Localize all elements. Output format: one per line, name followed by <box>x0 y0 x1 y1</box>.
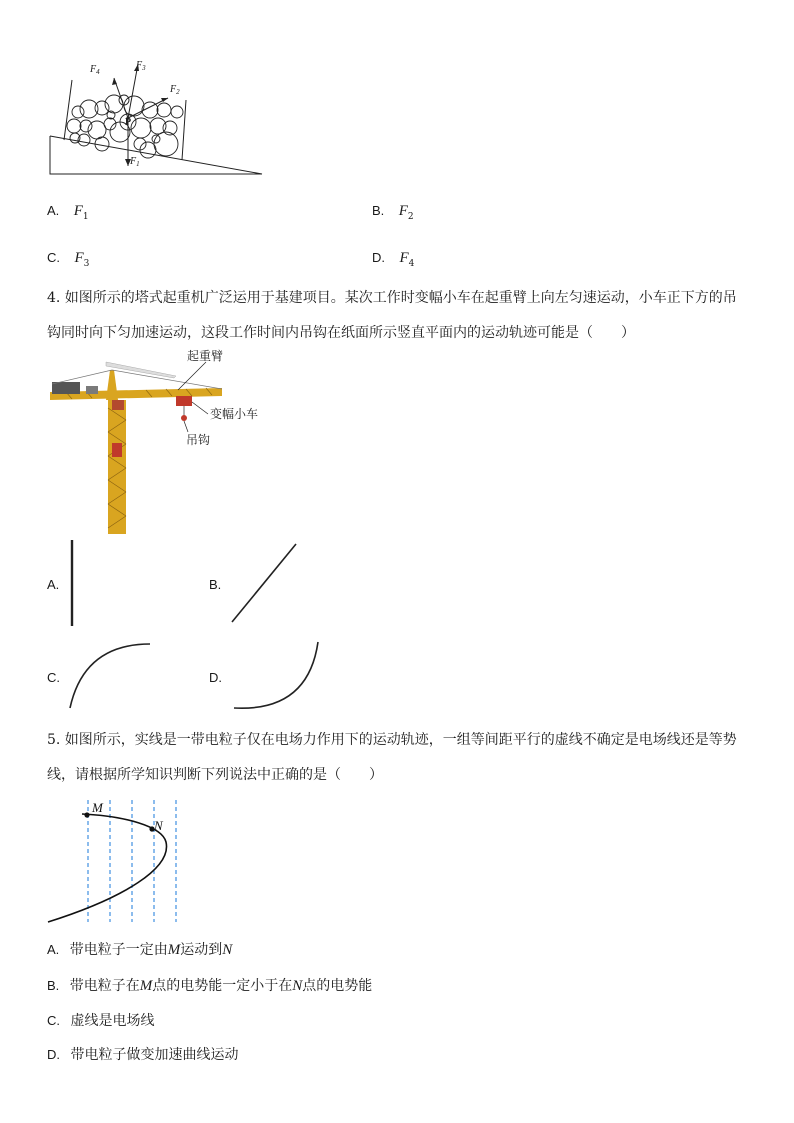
q4-stem-line1: 4. 如图所示的塔式起重机广泛运用于基建项目。某次工作时变幅小车在起重臂上向左匀速运动，小车正下方的吊 <box>47 290 737 306</box>
q3-option-d[interactable]: D. $F_4$ <box>372 250 415 269</box>
q4-option-b-graph[interactable] <box>228 540 300 626</box>
label-n: N <box>154 818 163 833</box>
q5-stem-line1: 5. 如图所示，实线是一带电粒子仅在电场力作用下的运动轨迹，一组等间距平行的虚线不确定是电场线还是等势 <box>47 732 737 748</box>
q5-option-b[interactable]: B. 带电粒子在M点的电势能一定小于在N点的电势能 <box>47 978 373 994</box>
q4-option-c-label[interactable]: C. <box>47 670 60 685</box>
label-hook: 吊钩 <box>186 433 211 447</box>
q4-option-d-graph[interactable] <box>228 638 322 712</box>
q4-stem-line2: 钩同时向下匀加速运动，这段工作时间内吊钩在纸面所示竖直平面内的运动轨迹可能是（ ） <box>47 325 635 341</box>
label-f1: $F_1$ <box>130 156 140 168</box>
incline <box>50 136 262 174</box>
label-f3: $F_3$ <box>136 60 146 72</box>
crane-tower <box>108 400 126 534</box>
q3-force-figure <box>44 52 274 180</box>
q4-option-c-graph[interactable] <box>66 638 156 712</box>
q5-option-a[interactable]: A. 带电粒子一定由M运动到N <box>47 942 233 958</box>
q5-trajectory-figure <box>44 798 184 928</box>
container-wall-left <box>64 80 72 140</box>
q4-crane-figure <box>46 348 276 538</box>
q5-option-d[interactable]: D. 带电粒子做变加速曲线运动 <box>47 1047 239 1063</box>
q3-option-b[interactable]: B. $F_2$ <box>372 203 414 222</box>
q4-option-a-label[interactable]: A. <box>47 577 60 592</box>
label-trolley: 变幅小车 <box>210 407 259 421</box>
crane-jib <box>50 362 222 400</box>
label-f2: $F_2$ <box>170 84 180 96</box>
force-arrows <box>114 64 168 166</box>
q4-option-d-label[interactable]: D. <box>209 670 222 685</box>
label-f4: $F_4$ <box>90 64 100 76</box>
q3-option-a[interactable]: A. $F_1$ <box>47 203 89 222</box>
label-jib: 起重臂 <box>187 349 224 363</box>
dashed-lines <box>88 800 176 922</box>
trajectory <box>48 814 167 922</box>
point-m <box>84 812 89 817</box>
hook <box>181 415 187 421</box>
q5-option-c[interactable]: C. 虚线是电场线 <box>47 1013 155 1029</box>
label-m: M <box>92 800 103 815</box>
label-p: P <box>125 117 132 128</box>
q5-stem-line2: 线，请根据所学知识判断下列说法中正确的是（ ） <box>47 767 383 783</box>
trolley <box>176 396 192 406</box>
q4-option-b-label[interactable]: B. <box>209 577 222 592</box>
q3-option-c[interactable]: C. $F_3$ <box>47 250 90 269</box>
q4-option-a-graph[interactable] <box>66 538 80 630</box>
